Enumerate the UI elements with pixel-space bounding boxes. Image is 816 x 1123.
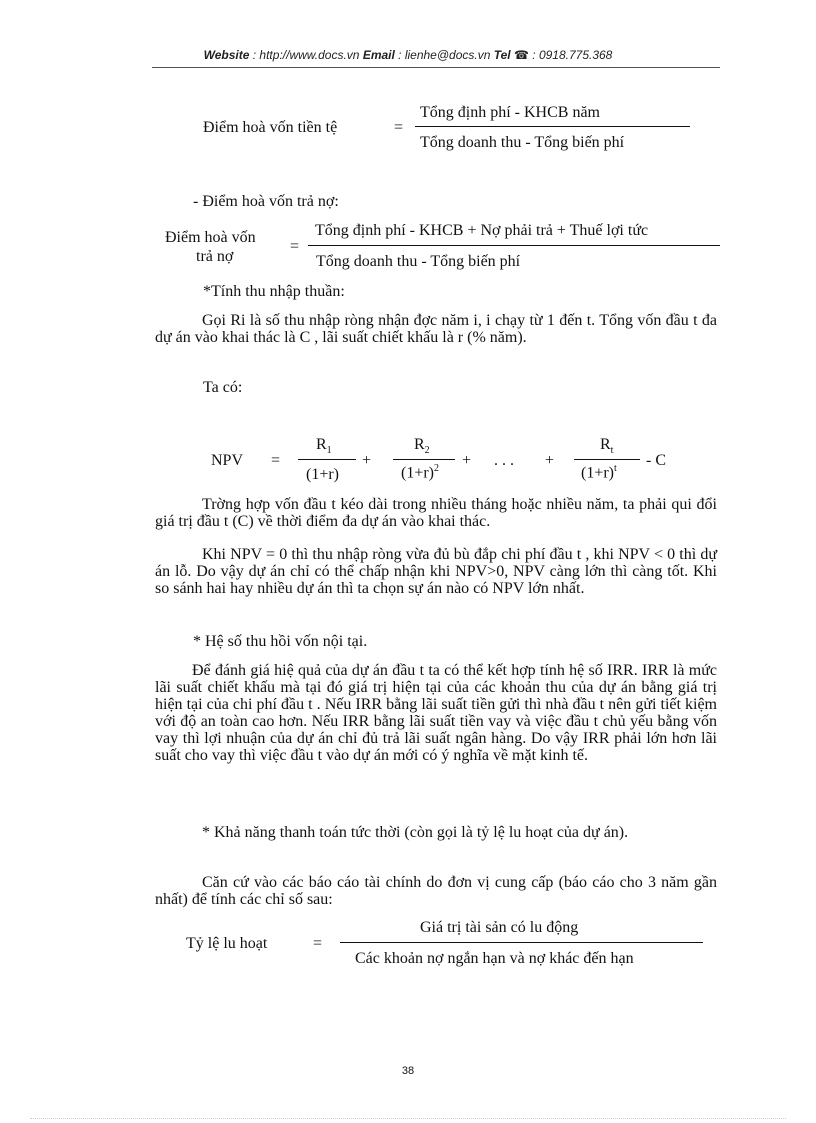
- bottom-divider: [30, 1118, 786, 1119]
- website-label: Website: [203, 48, 250, 62]
- npv-dt: (1+r): [581, 464, 615, 482]
- paragraph-basis: [155, 874, 717, 908]
- npv-equals: =: [271, 452, 281, 469]
- irr-heading: * Hệ số thu hồi vốn nội tại.: [193, 633, 368, 650]
- paragraph-npv-zero: [155, 546, 717, 597]
- email-label: Email: [362, 48, 395, 62]
- page-number: 38: [401, 1065, 415, 1077]
- npv-r1-sub: 1: [326, 445, 332, 457]
- npv-minus-c: - C: [646, 452, 666, 469]
- email-value: : lienhe@docs.vn: [394, 48, 494, 62]
- formula1-label: Điểm hoà vốn tiền tệ: [203, 119, 338, 136]
- formula2-numerator: Tổng định phí - KHCB + Nợ phải trả + Thuế lợi tức: [315, 222, 649, 239]
- npv-term1-bar: [298, 459, 356, 460]
- paragraph-irr: [155, 662, 717, 764]
- formula2-denominator: Tổng doanh thu - Tổng biến phí: [316, 253, 521, 270]
- npv-term2-numerator: [414, 436, 430, 456]
- formula3-denominator: Các khoản nợ ngắn hạn và nợ khác đến hạn: [355, 950, 634, 967]
- formula2-equals: =: [290, 238, 300, 255]
- paragraph-npv-zero-text: Khi NPV = 0 thì thu nhập ròng vừa đủ bù đắp chi phí đầu t , khi NPV < 0 thì dự án lỗ. Do vậy dự án chỉ có thể chấp nhận khi NPV>0, NPV càng lớn thì càng tốt. Khi so sánh hai hay nhiều dự án thì ta chọn sự án nào có NPV lớn nhất.: [155, 546, 717, 597]
- formula2-fraction-bar: [308, 245, 720, 246]
- npv-term2-denominator: [401, 463, 439, 482]
- npv-plus2: +: [462, 452, 472, 469]
- paragraph-liquidity: [155, 824, 717, 841]
- formula1-denominator: Tổng doanh thu - Tổng biến phí: [420, 134, 625, 151]
- npv-term1-numerator: [316, 436, 332, 456]
- formula1-equals: =: [394, 119, 404, 136]
- npv-plus3: +: [545, 452, 555, 469]
- paragraph-long-investment-text: Trờng hợp vốn đầu t kéo dài trong nhiều tháng hoặc nhiều năm, ta phải qui đổi giá trị đầu t (C) về thời điểm đa dự án vào khai thác.: [155, 496, 717, 530]
- npv-r1: R: [316, 436, 327, 453]
- npv-plus1: +: [362, 452, 372, 469]
- paragraph-irr-text: Để đánh giá hiệ quả của dự án đầu t ta có thể kết hợp tính hệ số IRR. IRR là mức lãi suất chiết khấu mà tại đó giá trị hiện tại của các khoản thu của dự án bằng giá trị hiện tại của chi phí đầu t . Nếu IRR bằng lãi suất tiền gửi thì nhà đầu t nên gửi tiết kiệm với độ an toàn cao hơn. Nếu IRR bằng lãi suất tiền vay và việc đầu t chủ yếu bằng vốn vay thì lợi nhuận của dự án chỉ đủ trả lãi suất ngân hàng. Do vậy IRR phải lớn hơn lãi suất cho vay thì việc đầu t vào dự án mới có ý nghĩa về mặt kinh tế.: [155, 662, 717, 764]
- formula2-label-line1: Điểm hoà vốn: [165, 229, 256, 246]
- formula2-label-line2: trả nợ: [196, 248, 234, 265]
- formula1-fraction-bar: [415, 126, 690, 127]
- npv-term3-numerator: [600, 436, 613, 456]
- paragraph-npv-definition-text: Gọi Ri là số thu nhập ròng nhận đợc năm i, i chạy từ 1 đến t. Tổng vốn đầu t đa dự án vào khai thác là C , lãi suất chiết khấu là r (% năm).: [155, 312, 717, 346]
- tel-value: : 0918.775.368: [528, 48, 613, 62]
- ta-co-label: Ta có:: [203, 379, 243, 396]
- npv-term3-denominator: [581, 463, 617, 482]
- npv-lhs: NPV: [211, 452, 244, 469]
- header-rule: [152, 67, 720, 68]
- paragraph-npv-definition: [155, 312, 717, 346]
- formula3-label: Tỷ lệ lu hoạt: [186, 935, 268, 952]
- npv-r2-sub: 2: [424, 445, 430, 457]
- npv-term2-bar: [393, 459, 455, 460]
- paragraph-basis-text: Căn cứ vào các báo cáo tài chính do đơn vị cung cấp (báo cáo cho 3 năm gần nhất) để tính các chỉ số sau:: [155, 874, 717, 908]
- npv-rt: R: [600, 436, 611, 453]
- npv-ellipsis: . . .: [494, 452, 514, 469]
- npv-dt-sup: t: [614, 463, 617, 474]
- website-value: : http://www.docs.vn: [249, 48, 363, 62]
- formula3-fraction-bar: [340, 942, 703, 943]
- formula3-numerator: Giá trị tài sản có lu động: [420, 919, 579, 936]
- npv-rt-sub: t: [610, 445, 614, 457]
- section-debt-heading: - Điểm hoà vốn trả nợ:: [193, 193, 339, 210]
- npv-d2-sup: 2: [434, 463, 440, 474]
- npv-heading: *Tính thu nhập thuần:: [203, 283, 345, 300]
- page-header: [0, 48, 816, 62]
- paragraph-long-investment: [155, 496, 717, 530]
- npv-r2: R: [414, 436, 425, 453]
- formula1-numerator: Tổng định phí - KHCB năm: [420, 104, 600, 121]
- paragraph-liquidity-text: * Khả năng thanh toán tức thời (còn gọi là tỷ lệ lu hoạt của dự án).: [202, 824, 629, 841]
- tel-label: Tel: [493, 48, 511, 62]
- phone-icon: ☎: [513, 48, 529, 62]
- npv-term1-denominator: (1+r): [306, 466, 340, 483]
- npv-d2: (1+r): [401, 464, 435, 482]
- formula3-equals: =: [313, 935, 323, 952]
- npv-term3-bar: [574, 459, 640, 460]
